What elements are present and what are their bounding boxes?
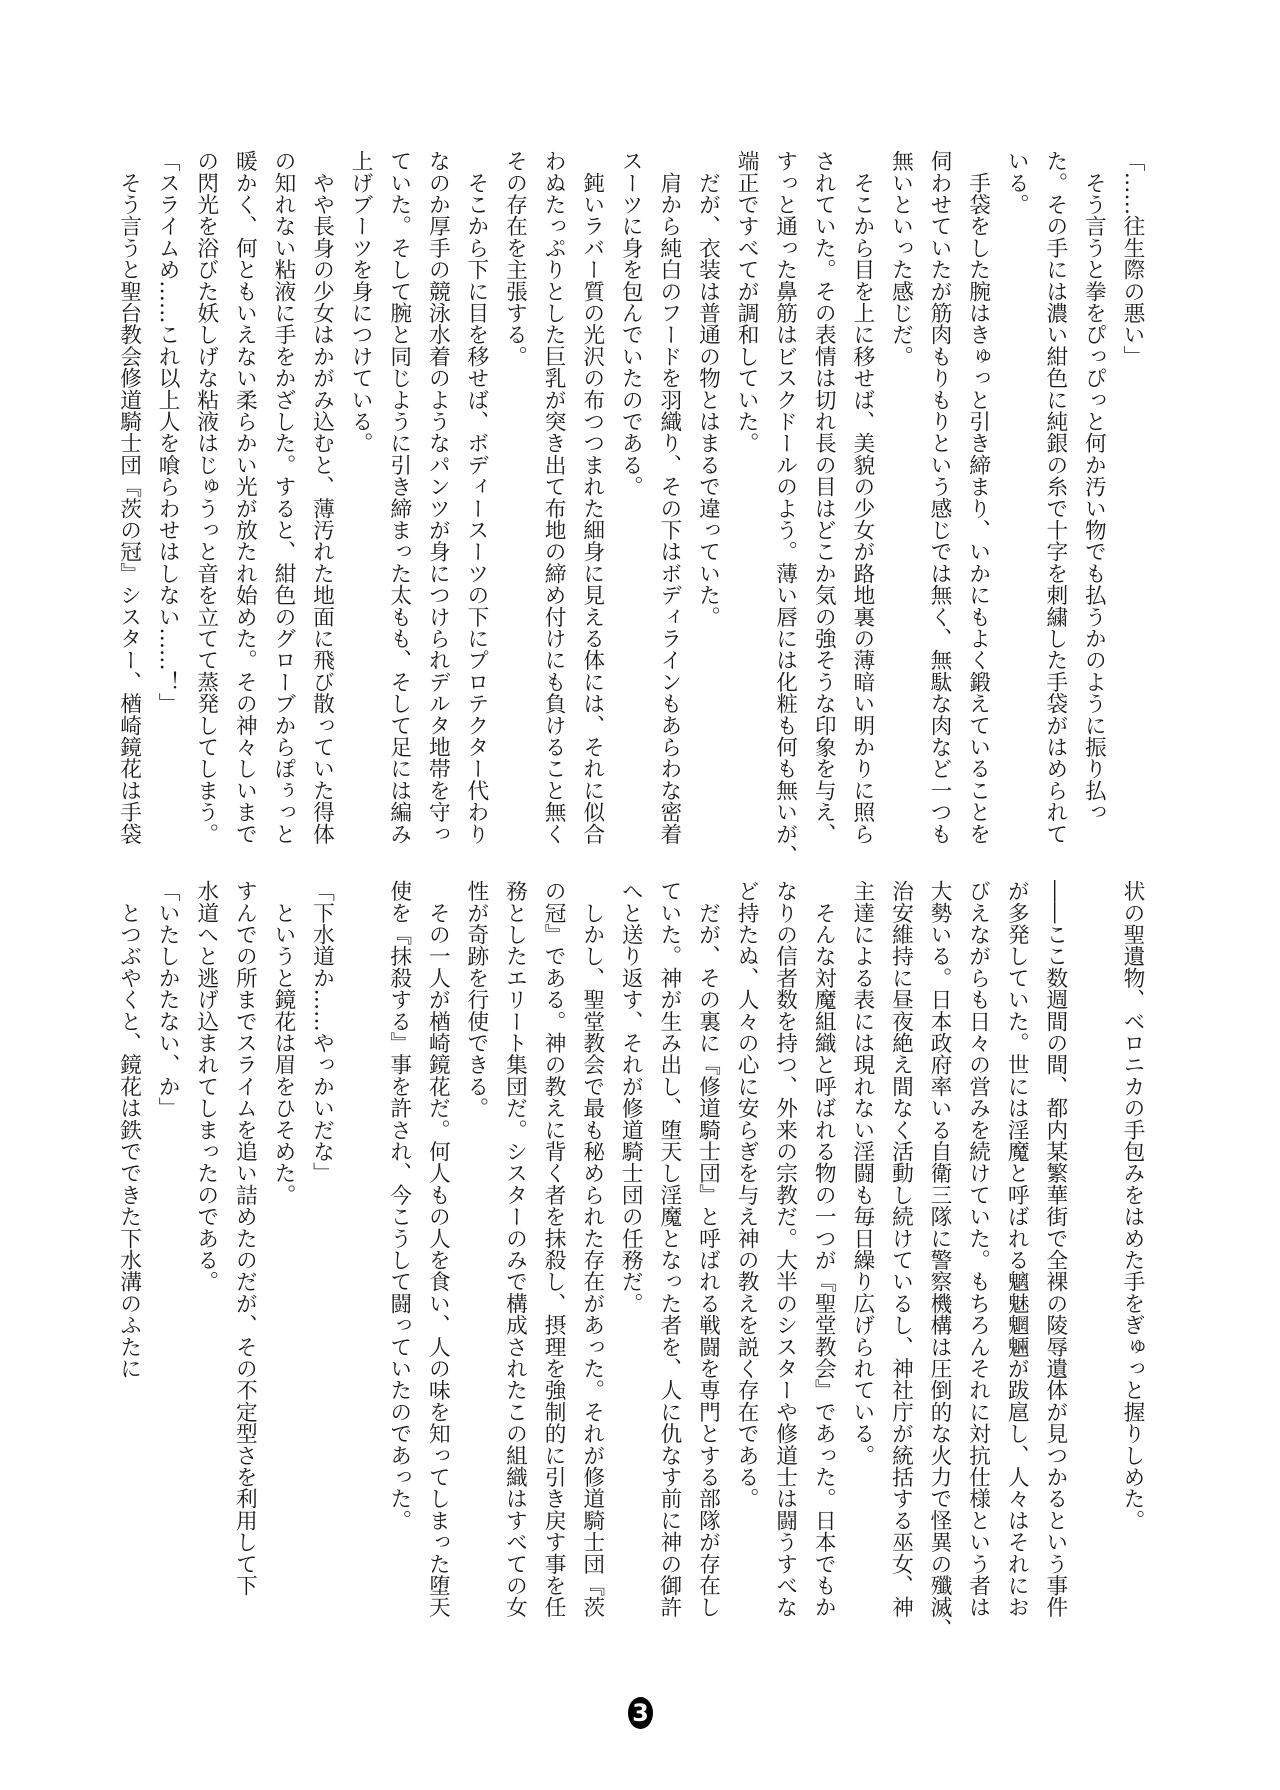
text-column: 上げブーツを身につけている。 (348, 150, 374, 454)
text-column: が多発していた。世には淫魔と呼ばれる魑魅魍魎が跋扈し、人々はそれにお (1004, 880, 1030, 1618)
text-column: 使を『抹殺する』事を許され、今こうして闘っていたのであった。 (386, 880, 412, 1531)
text-column: いる。 (1004, 150, 1030, 216)
text-column: すんでの所までスライムを追い詰めたのだが、その不定型さを利用して下 (232, 880, 258, 1597)
text-column: そう言うと聖台教会修道騎士団『茨の冠』シスター、楢崎鏡花は手袋 (116, 150, 142, 845)
blank-column (1074, 880, 1113, 1640)
text-column: た。その手には濃い紺色に純銀の糸で十字を刺繍した手袋がはめられて (1042, 150, 1068, 845)
text-column: 肩から純白のフードを羽織り、その下はボディラインもあらわな密着 (656, 150, 682, 845)
text-column: だが、その裏に『修道騎士団』と呼ばれる戦闘を専門とする部隊が存在し (695, 880, 721, 1618)
text-column: わぬたっぷりとした巨乳が突き出て布地の締め付けにも負けること無く (541, 150, 567, 845)
text-column: 「いたしかたない、か」 (155, 880, 181, 1119)
text-column: その存在を主張する。 (502, 150, 528, 367)
text-column: 大勢いる。日本政府率いる自衛三隊に警察機構は圧倒的な火力で怪異の殲滅、 (927, 880, 953, 1640)
text-column: びえながらも日々の営みを続けていた。もちろんそれに対抗仕様という者は (965, 880, 991, 1618)
text-column: とつぶやくと、鏡花は鉄でできた下水溝のふたに (116, 880, 142, 1380)
text-column: その一人が楢崎鏡花だ。何人もの人を食い、人の味を知ってしまった堕天 (425, 880, 451, 1618)
text-column: へと送り返す、それが修道騎士団の任務だ。 (618, 880, 644, 1314)
text-column: 「スライムめ……これ以上人を喰らわせはしない……！」 (155, 150, 181, 715)
text-column: ていた。そして腕と同じように引き締まった太もも、そして足には編み (386, 150, 412, 845)
page-number: 3 (628, 1697, 653, 1729)
text-column: なりの信者数を持つ、外来の宗教だ。大半のシスターや修道士は闘うすべな (772, 880, 798, 1618)
text-column: の知れない粘液に手をかざした。すると、紺色のグローブからぽぅっと (270, 150, 296, 845)
text-column: ――ここ数週間の間、都内某繁華街で全裸の陵辱遺体が見つかるという事件 (1042, 880, 1068, 1618)
text-column: スーツに身を包んでいたのである。 (618, 150, 644, 498)
lower-text-block (109, 880, 1151, 1640)
text-column: 端正ですべてが調和していた。 (734, 150, 760, 454)
upper-text-block (109, 150, 1151, 867)
text-column: 主達による表には現れない淫闘も毎日繰り広げられている。 (849, 880, 875, 1466)
text-column: ていた。神が生み出し、堕天し淫魔となった者を、人に仇なす前に神の御許 (656, 880, 682, 1618)
text-column: 伺わせていたが筋肉もりもりという感じでは無く、無駄な肉など一つも (927, 150, 953, 845)
text-column: しかし、聖堂教会で最も秘められた存在があった。それが修道騎士団『茨 (579, 880, 605, 1618)
text-column: そこから下に目を移せば、ボディースーツの下にプロテクター代わり (463, 150, 489, 845)
text-column: すっと通った鼻筋はビスクドールのよう。薄い唇には化粧も何も無いが、 (772, 150, 798, 867)
text-column: 性が奇跡を行使できる。 (463, 880, 489, 1119)
text-column: 水道へと逃げ込まれてしまったのである。 (193, 880, 219, 1293)
text-column: そんな対魔組織と呼ばれる物の一つが『聖堂教会』であった。日本でもか (811, 880, 837, 1618)
text-column: 務としたエリート集団だ。シスターのみで構成されたこの組織はすべての女 (502, 880, 528, 1618)
text-column: なのか厚手の競泳水着のようなパンツが身につけられデルタ地帯を守っ (425, 150, 451, 845)
text-column: やや長身の少女はかがみ込むと、薄汚れた地面に飛び散っていた得体 (309, 150, 335, 845)
text-column: 治安維持に昼夜絶え間なく活動し続けているし、神社庁が統括する巫女、神 (888, 880, 914, 1618)
text-column: 鈍いラバー質の光沢の布つつまれた細身に見える体には、それに似合 (579, 150, 605, 845)
text-column: そう言うと拳をぴっぴっと何か汚い物でも払うかのように振り払っ (1081, 150, 1107, 823)
text-column: 状の聖遺物、ベロニカの手包みをはめた手をぎゅっと握りしめた。 (1120, 880, 1145, 1531)
text-column: の閃光を浴びた妖しげな粘液はじゅうっと音を立てて蒸発してしまう。 (193, 150, 219, 845)
text-column: 手袋をした腕はきゅっと引き締まり、いかにもよく鍛えていることを (965, 150, 991, 845)
text-column: 「下水道か……やっかいだな」 (309, 880, 335, 1184)
text-column: だが、衣装は普通の物とはまるで違っていた。 (695, 150, 721, 628)
text-column: されていた。その表情は切れ長の目はどこか気の強そうな印象を与え、 (811, 150, 837, 845)
text-column: ど持たぬ、人々の心に安らぎを与え神の教えを説く存在である。 (734, 880, 760, 1510)
text-column: 暖かく、何ともいえない柔らかい光が放たれ始めた。その神々しいまで (232, 150, 258, 845)
text-column: 「……往生際の悪い」 (1120, 150, 1145, 367)
text-column: 無いといった感じだ。 (888, 150, 914, 367)
text-column: というと鏡花は眉をひそめた。 (270, 880, 296, 1206)
text-column: そこから目を上に移せば、美貌の少女が路地裏の薄暗い明かりに照ら (849, 150, 875, 845)
text-column: の冠』である。神の教えに背く者を抹殺し、摂理を強制的に引き戻す事を任 (541, 880, 567, 1618)
blank-column (341, 880, 380, 1640)
